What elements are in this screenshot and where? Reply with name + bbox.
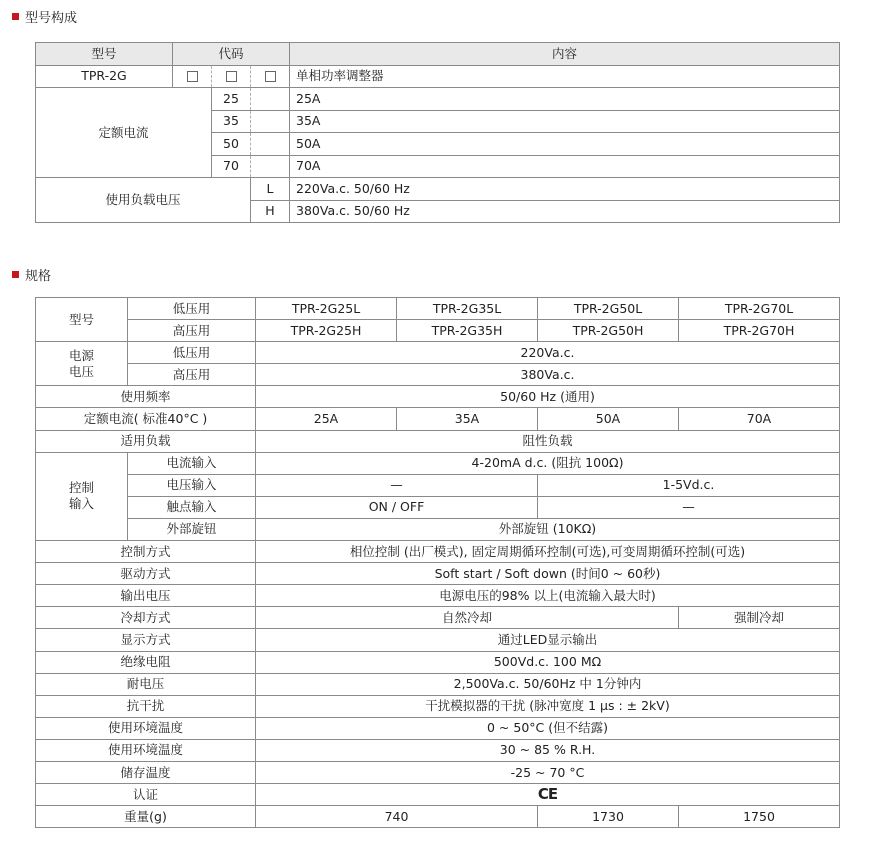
code-box-1 — [173, 65, 212, 88]
spec-label: 储存温度 — [36, 761, 256, 783]
table-row — [36, 178, 840, 201]
model-code: TPR-2G50H — [538, 320, 679, 342]
spec-label: 使用环境温度 — [36, 717, 256, 739]
spec-value: — — [538, 496, 840, 518]
header-model: 型号 — [36, 43, 173, 66]
spec-label: 使用频率 — [36, 386, 256, 408]
code-content: 70A — [290, 155, 840, 178]
spec-sublabel: 外部旋钮 — [128, 518, 256, 540]
spec-label: 型号 — [36, 298, 128, 342]
spec-value: 380Va.c. — [256, 364, 840, 386]
table-row — [36, 651, 840, 673]
table-row — [36, 541, 840, 563]
spec-label: 驱动方式 — [36, 563, 256, 585]
code-content: 220Va.c. 50/60 Hz — [290, 178, 840, 201]
spec-value: 4-20mA d.c. (阻抗 100Ω) — [256, 452, 840, 474]
code-value: 50 — [212, 133, 251, 156]
code-content: 35A — [290, 110, 840, 133]
spec-label: 重量(g) — [36, 806, 256, 828]
spec-value: 自然冷却 — [256, 607, 679, 629]
spec-value: 1-5Vd.c. — [538, 474, 840, 496]
spec-value: -25 ~ 70 °C — [256, 761, 840, 783]
model-code: TPR-2G35L — [397, 298, 538, 320]
code-content: 50A — [290, 133, 840, 156]
table-row — [36, 496, 840, 518]
spec-sublabel: 低压用 — [128, 342, 256, 364]
table-row — [36, 430, 840, 452]
spec-value: 电源电压的98% 以上(电流输入最大时) — [256, 585, 840, 607]
table-row — [36, 717, 840, 739]
code-value: L — [251, 178, 290, 201]
spec-label: 抗干扰 — [36, 695, 256, 717]
table-row — [36, 364, 840, 386]
spec-label: 定额电流( 标准40°C ) — [36, 408, 256, 430]
spec-label: 显示方式 — [36, 629, 256, 651]
section-title-text: 规格 — [25, 269, 52, 284]
table-row — [36, 408, 840, 430]
load-voltage-label: 使用负载电压 — [36, 178, 251, 223]
spec-label: 耐电压 — [36, 673, 256, 695]
spec-value: 35A — [397, 408, 538, 430]
table-row — [36, 563, 840, 585]
table-row — [36, 320, 840, 342]
spec-value: 1730 — [538, 806, 679, 828]
red-square-icon — [12, 271, 19, 278]
spec-value: 500Vd.c. 100 MΩ — [256, 651, 840, 673]
spec-label: 使用环境温度 — [36, 739, 256, 761]
spec-value: — — [256, 474, 538, 496]
spec-label: 输出电压 — [36, 585, 256, 607]
model-composition-table — [35, 42, 840, 223]
table-header-row — [36, 43, 840, 66]
spec-value: 220Va.c. — [256, 342, 840, 364]
spec-value: 1750 — [679, 806, 840, 828]
spec-value: 强制冷却 — [679, 607, 840, 629]
model-code: TPR-2G25L — [256, 298, 397, 320]
spec-value: Soft start / Soft down (时间0 ~ 60秒) — [256, 563, 840, 585]
spec-sublabel: 高压用 — [128, 320, 256, 342]
spec-value: ON / OFF — [256, 496, 538, 518]
model-name: TPR-2G — [36, 65, 173, 88]
code-box-3 — [251, 65, 290, 88]
spec-value: 相位控制 (出厂模式), 固定周期循环控制(可选),可变周期循环控制(可选) — [256, 541, 840, 563]
spec-value: 30 ~ 85 % R.H. — [256, 739, 840, 761]
table-row — [36, 474, 840, 496]
spec-label: 认证 — [36, 784, 256, 806]
red-square-icon — [12, 13, 19, 20]
spec-value: 通过LED显示输出 — [256, 629, 840, 651]
model-code: TPR-2G50L — [538, 298, 679, 320]
spec-value: 70A — [679, 408, 840, 430]
table-row — [36, 607, 840, 629]
spec-label: 绝缘电阻 — [36, 651, 256, 673]
code-box-2 — [212, 65, 251, 88]
table-row — [36, 673, 840, 695]
spec-sublabel: 高压用 — [128, 364, 256, 386]
spec-label: 控制 输入 — [36, 452, 128, 540]
code-value: 35 — [212, 110, 251, 133]
spec-label: 控制方式 — [36, 541, 256, 563]
spec-label: 适用负载 — [36, 430, 256, 452]
ce-mark-icon: CE — [256, 784, 840, 806]
table-row — [36, 695, 840, 717]
header-code: 代码 — [173, 43, 290, 66]
header-content: 内容 — [290, 43, 840, 66]
section-title-model-composition — [12, 7, 77, 26]
table-row — [36, 65, 840, 88]
table-row — [36, 784, 840, 806]
code-value: 70 — [212, 155, 251, 178]
spec-value: 0 ~ 50°C (但不结露) — [256, 717, 840, 739]
spec-value: 25A — [256, 408, 397, 430]
spec-value: 740 — [256, 806, 538, 828]
table-row — [36, 452, 840, 474]
model-code: TPR-2G35H — [397, 320, 538, 342]
spec-sublabel: 触点输入 — [128, 496, 256, 518]
table-row — [36, 806, 840, 828]
code-value: 25 — [212, 88, 251, 111]
table-row — [36, 585, 840, 607]
spec-label: 电源 电压 — [36, 342, 128, 386]
table-row — [36, 88, 840, 111]
table-row — [36, 761, 840, 783]
section-title-specifications — [12, 265, 51, 284]
table-row — [36, 518, 840, 540]
spec-value: 50/60 Hz (通用) — [256, 386, 840, 408]
rated-current-label: 定额电流 — [36, 88, 212, 178]
code-value: H — [251, 200, 290, 223]
spec-sublabel: 电流输入 — [128, 452, 256, 474]
table-row — [36, 386, 840, 408]
spec-value: 干扰模拟器的干扰 (脉冲宽度 1 μs : ± 2kV) — [256, 695, 840, 717]
table-row — [36, 739, 840, 761]
spec-value: 阻性负载 — [256, 430, 840, 452]
model-code: TPR-2G25H — [256, 320, 397, 342]
spec-value: 2,500Va.c. 50/60Hz 中 1分钟内 — [256, 673, 840, 695]
specifications-table — [35, 297, 840, 828]
spec-value: 50A — [538, 408, 679, 430]
table-row — [36, 629, 840, 651]
model-code: TPR-2G70L — [679, 298, 840, 320]
table-row — [36, 298, 840, 320]
model-code: TPR-2G70H — [679, 320, 840, 342]
spec-label: 冷却方式 — [36, 607, 256, 629]
spec-sublabel: 低压用 — [128, 298, 256, 320]
spec-sublabel: 电压输入 — [128, 474, 256, 496]
model-description: 单相功率调整器 — [290, 65, 840, 88]
code-content: 380Va.c. 50/60 Hz — [290, 200, 840, 223]
table-row — [36, 342, 840, 364]
section-title-text: 型号构成 — [25, 11, 78, 26]
spec-value: 外部旋钮 (10KΩ) — [256, 518, 840, 540]
code-content: 25A — [290, 88, 840, 111]
